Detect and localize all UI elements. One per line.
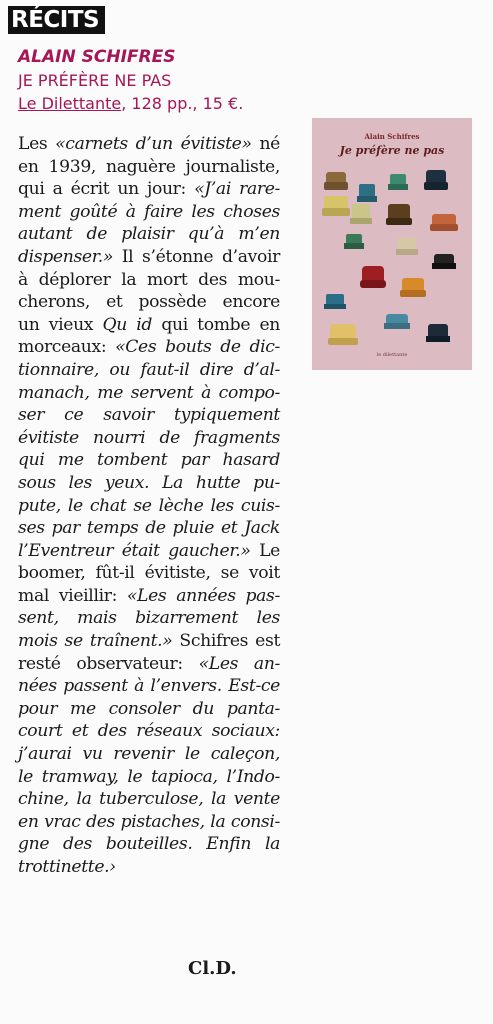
body-line <box>18 607 280 630</box>
body-line <box>18 856 280 879</box>
quote-text: j’aurai vu revenir le caleçon, <box>18 744 280 765</box>
quote-text: Qu id <box>102 314 153 335</box>
body-text: qui tombe en <box>152 314 280 335</box>
quote-text: autant de plaisir qu’à m’en <box>18 224 280 245</box>
body-line <box>18 472 280 495</box>
body-line <box>18 201 280 224</box>
armchair-icon <box>328 324 358 345</box>
body-text: Il s’étonne d’avoir <box>113 246 280 267</box>
armchair-icon <box>424 170 448 190</box>
body-line <box>18 449 280 472</box>
quote-text: «Les années pas- <box>126 585 280 606</box>
book-cover <box>312 118 472 370</box>
book-author: ALAIN SCHIFRES <box>18 47 176 67</box>
quote-text: «J’ai rare- <box>194 179 280 200</box>
armchair-icon <box>430 214 458 231</box>
armchair-icon <box>357 184 377 202</box>
armchair-icon <box>400 278 426 297</box>
body-line <box>18 291 280 314</box>
body-text: Schifres est <box>172 631 280 652</box>
quote-text: nées passent à l’envers. Est-ce <box>18 676 280 697</box>
quote-text: pute, le chat se lèche les cuis- <box>18 495 280 516</box>
body-line <box>18 336 280 359</box>
body-line <box>18 653 280 676</box>
body-line <box>18 156 280 179</box>
quote-text: sent, mais bizarrement les <box>18 608 280 629</box>
armchair-icon <box>322 196 350 216</box>
body-line <box>18 314 280 337</box>
quote-text: dispenser.» <box>18 246 114 267</box>
armchair-icon <box>384 314 410 329</box>
body-line <box>18 246 280 269</box>
quote-text: «Les an- <box>198 653 281 674</box>
body-line <box>18 630 280 653</box>
quote-text: évitiste nourri de fragments <box>18 427 280 448</box>
quote-text: «Ces bouts de dic- <box>115 337 280 358</box>
book-title: JE PRÉFÈRE NE PAS <box>18 71 172 90</box>
body-text: mal vieillir: <box>18 585 127 606</box>
quote-text: pour me consoler du panta- <box>18 698 280 719</box>
body-line <box>18 540 280 563</box>
cover-author: Alain Schifres <box>364 132 420 141</box>
body-line <box>18 427 280 450</box>
body-line <box>18 562 280 585</box>
body-text: cherons, et possède encore <box>18 292 280 313</box>
body-text: morceaux: <box>18 337 116 358</box>
armchair-icon <box>350 204 372 224</box>
body-text: resté observateur: <box>18 653 199 674</box>
author-signature: Cl.D. <box>188 958 237 979</box>
armchair-icon <box>388 174 408 190</box>
body-line <box>18 404 280 427</box>
body-text: qui a écrit un jour: <box>18 179 195 200</box>
armchair-icon <box>396 238 418 255</box>
quote-text: tionnaire, ou faut-il dire d’al- <box>18 359 280 380</box>
body-text: Les <box>18 134 56 154</box>
body-line <box>18 223 280 246</box>
quote-text: l’Eventreur était gaucher.» <box>18 540 251 561</box>
body-line <box>18 766 280 789</box>
body-line <box>18 178 280 201</box>
body-text: un vieux <box>18 314 103 335</box>
body-text: boomer, fût-il évitiste, se voit <box>18 563 280 584</box>
quote-text: sous les yeux. La hutte pu- <box>18 472 280 493</box>
quote-text: ses par temps de pluie et Jack <box>18 518 280 539</box>
body-line <box>18 133 280 156</box>
review-body <box>18 133 280 879</box>
book-details: , 128 pp., 15 €. <box>121 94 244 113</box>
body-line <box>18 833 280 856</box>
body-text: à déplorer la mort des mou- <box>18 269 280 290</box>
body-line <box>18 788 280 811</box>
armchair-icon <box>344 234 364 249</box>
armchairs-illustration <box>312 118 472 370</box>
armchair-icon <box>426 324 450 342</box>
body-text: Le <box>250 540 280 561</box>
section-label: RÉCITS <box>8 6 105 34</box>
quote-text: en vrac des pistaches, la consi- <box>18 811 280 832</box>
book-publisher-line <box>18 92 318 115</box>
quote-text: chine, la tuberculose, la vente <box>18 789 280 810</box>
body-line <box>18 698 280 721</box>
body-line <box>18 269 280 292</box>
publisher-name: Le Dilettante <box>18 94 122 113</box>
body-line <box>18 382 280 405</box>
body-line <box>18 517 280 540</box>
armchair-icon <box>324 172 348 190</box>
quote-text: ser ce savoir typiquement <box>18 405 280 426</box>
body-line <box>18 675 280 698</box>
body-text: en 1939, naguère journaliste, <box>18 156 280 177</box>
quote-text: gne des bouteilles. Enfin la <box>18 834 280 855</box>
cover-imprint: le dilettante <box>376 352 408 358</box>
armchair-icon <box>324 294 346 309</box>
quote-text: ment goûté à faire les choses <box>18 201 280 222</box>
armchair-icon <box>432 254 456 269</box>
cover-title: Je préfère ne pas <box>339 144 445 157</box>
quote-text: court et des réseaux sociaux: <box>18 721 280 742</box>
quote-text: «carnets d’un évitiste» <box>55 134 252 154</box>
quote-text: mois se traînent.» <box>18 631 173 652</box>
quote-text: qui me tombent par hasard <box>18 450 280 471</box>
body-line <box>18 743 280 766</box>
body-text: né <box>251 134 280 154</box>
body-line <box>18 811 280 834</box>
body-line <box>18 720 280 743</box>
armchair-icon <box>360 266 386 288</box>
armchair-icon <box>386 204 412 225</box>
quote-text: le tramway, le tapioca, l’Indo- <box>18 766 280 787</box>
book-info <box>18 46 318 115</box>
quote-text: manach, me servent à compo- <box>18 382 280 403</box>
quote-text: trottinette.› <box>18 857 116 877</box>
body-line <box>18 359 280 382</box>
body-line <box>18 495 280 518</box>
body-line <box>18 585 280 608</box>
